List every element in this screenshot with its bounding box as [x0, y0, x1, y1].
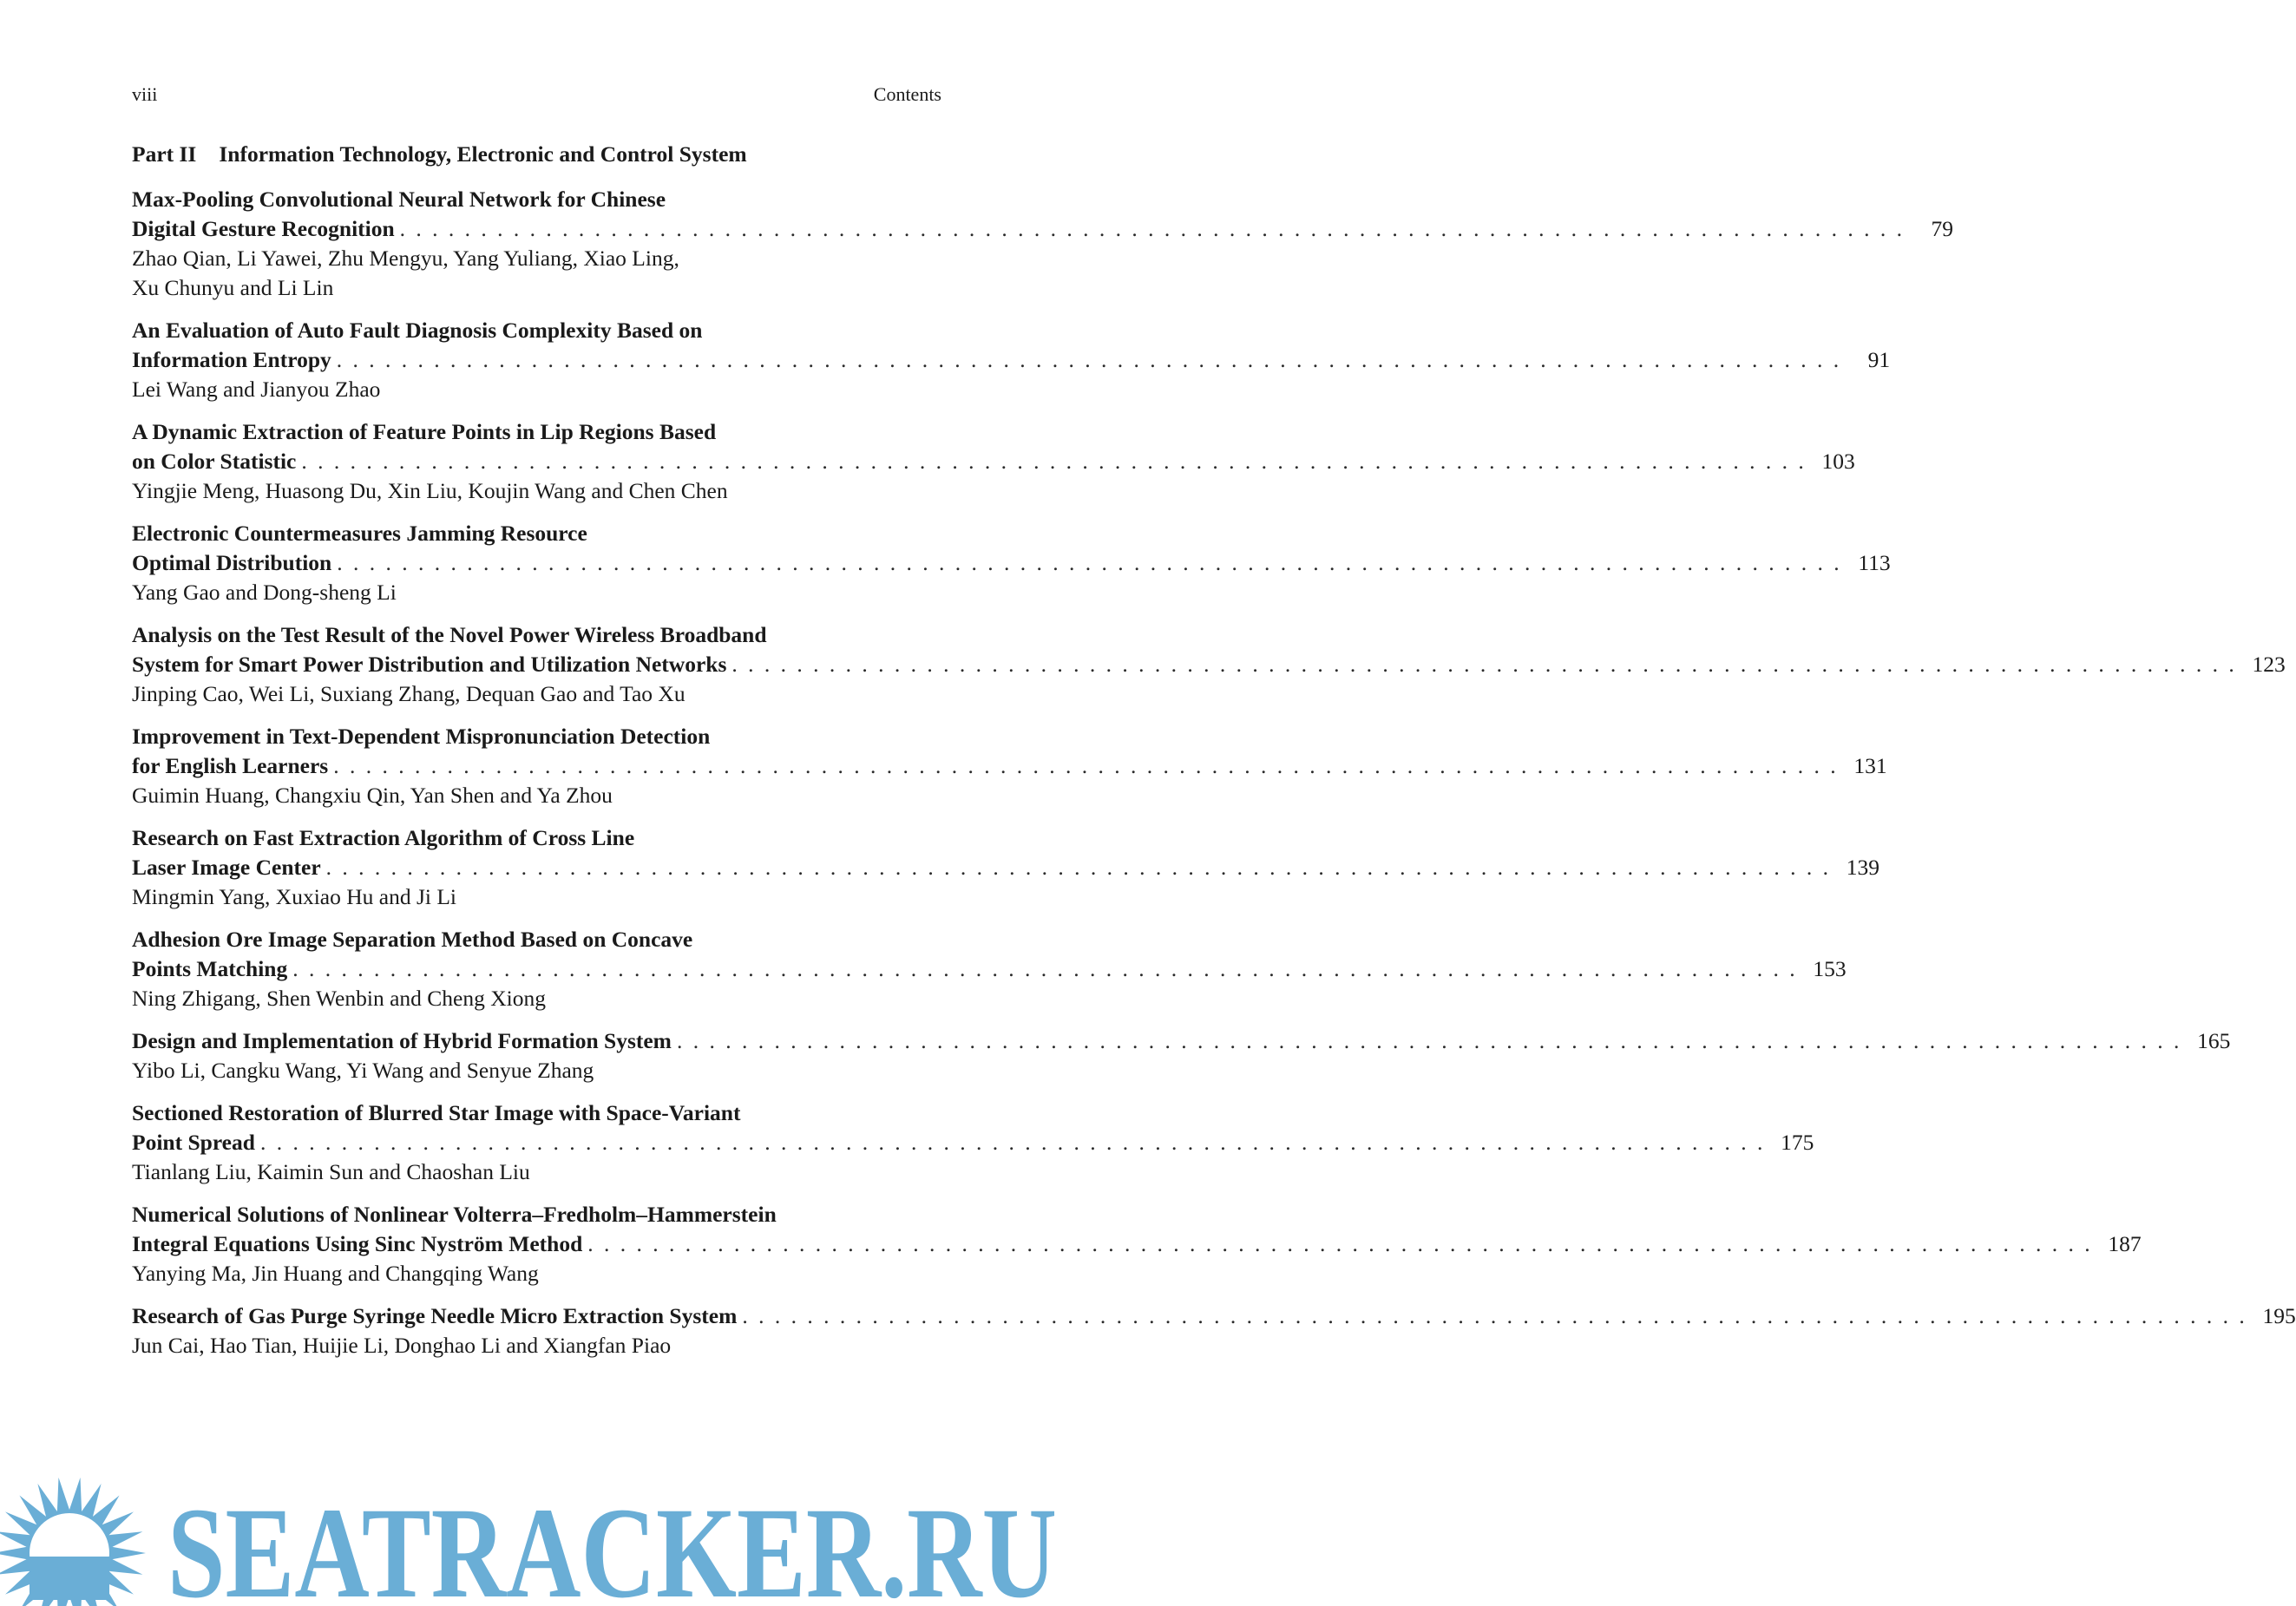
entry-authors: Yanying Ma, Jin Huang and Changqing Wang: [132, 1261, 539, 1286]
entry-title-line: Research on Fast Extraction Algorithm of Cross Line: [132, 825, 635, 850]
dot-leader: [677, 1026, 2181, 1056]
dot-leader: [326, 853, 1831, 882]
entry-page-number: 91: [1867, 347, 1891, 372]
dot-leader: [301, 447, 1806, 476]
entry-title-row: [132, 1128, 1814, 1157]
entry-authors: Yibo Li, Cangku Wang, Yi Wang and Senyue Zhang: [132, 1058, 594, 1083]
entry-page-number: 153: [1813, 956, 1847, 981]
entry-title-row: [132, 751, 1887, 781]
entry-title-row: [132, 548, 1891, 578]
dot-leader: [400, 214, 1905, 244]
entry-authors: Yingjie Meng, Huasong Du, Xin Liu, Koujin Wang and Chen Chen: [132, 478, 728, 503]
toc-entry[interactable]: [132, 185, 1954, 303]
entry-page-number: 79: [1931, 216, 1954, 241]
entry-authors: Ning Zhigang, Shen Wenbin and Cheng Xiong: [132, 986, 546, 1011]
entry-page-number: 113: [1858, 550, 1891, 575]
toc-entry[interactable]: [132, 1301, 2296, 1360]
toc-entry[interactable]: [132, 417, 1855, 506]
part-title: Information Technology, Electronic and Control System: [219, 141, 747, 167]
entry-title-line: Optimal Distribution: [132, 550, 332, 575]
entry-page-number: 187: [2108, 1231, 2142, 1256]
entry-title-line: System for Smart Power Distribution and Utilization Networks: [132, 652, 727, 677]
dot-leader: [337, 548, 1841, 578]
entry-title-line: Max-Pooling Convolutional Neural Network for Chinese: [132, 187, 666, 212]
dot-leader: [260, 1128, 1765, 1157]
entry-title-line: Information Entropy: [132, 347, 331, 372]
toc-entry[interactable]: [132, 519, 1891, 607]
entry-title-line: Electronic Countermeasures Jamming Resource: [132, 521, 587, 546]
toc-entry[interactable]: [132, 722, 1887, 810]
toc-entries: [132, 185, 2296, 1373]
entry-title-line: Improvement in Text-Dependent Mispronunciation Detection: [132, 724, 711, 749]
toc-entry[interactable]: [132, 823, 1880, 912]
entry-title-row: [132, 214, 1954, 244]
dot-leader: [587, 1229, 2092, 1259]
entry-title-line: Integral Equations Using Sinc Nyström Method: [132, 1231, 583, 1256]
entry-authors: Lei Wang and Jianyou Zhao: [132, 377, 381, 402]
entry-title-line: Laser Image Center: [132, 855, 321, 880]
entry-authors: Tianlang Liu, Kaimin Sun and Chaoshan Liu: [132, 1159, 530, 1184]
toc-entry[interactable]: [132, 1200, 2142, 1288]
watermark: [0, 1475, 1059, 1606]
entry-page-number: 195: [2262, 1303, 2296, 1328]
entry-title-line: Numerical Solutions of Nonlinear Volterra–Fredholm–Hammerstein: [132, 1202, 777, 1227]
entry-title-line: Points Matching: [132, 956, 288, 981]
page-header: [132, 83, 941, 106]
entry-title-line: An Evaluation of Auto Fault Diagnosis Complexity Based on: [132, 318, 703, 343]
entry-title-line: for English Learners: [132, 753, 329, 778]
entry-title-row: [132, 650, 2286, 679]
entry-title-row: [132, 447, 1855, 476]
entry-title-line: Design and Implementation of Hybrid Formation System: [132, 1028, 672, 1053]
dot-leader: [742, 1301, 2247, 1331]
entry-page-number: 165: [2197, 1028, 2231, 1053]
entry-title-row: [132, 1301, 2296, 1331]
entry-authors: Mingmin Yang, Xuxiao Hu and Ji Li: [132, 884, 457, 909]
dot-leader: [337, 345, 1841, 375]
entry-page-number: 103: [1821, 449, 1855, 474]
sun-burst-icon: [0, 1478, 146, 1606]
dot-leader: [731, 650, 2236, 679]
watermark-text: SEATRACKER.RU: [167, 1481, 1057, 1606]
entry-title-line: Research of Gas Purge Syringe Needle Micro Extraction System: [132, 1303, 738, 1328]
entry-authors: Jinping Cao, Wei Li, Suxiang Zhang, Dequan Gao and Tao Xu: [132, 681, 686, 706]
toc-entry[interactable]: [132, 620, 2286, 709]
toc-entry[interactable]: [132, 316, 1891, 404]
entry-page-number: 123: [2252, 652, 2286, 677]
toc-entry[interactable]: [132, 1098, 1814, 1187]
entry-title-line: on Color Statistic: [132, 449, 297, 474]
entry-page-number: 131: [1853, 753, 1887, 778]
running-title: Contents: [873, 83, 941, 105]
part-label: Part II: [132, 141, 197, 167]
entry-authors: Yang Gao and Dong-sheng Li: [132, 580, 397, 605]
entry-title-line: Adhesion Ore Image Separation Method Based on Concave: [132, 927, 693, 952]
dot-leader: [292, 954, 1797, 984]
entry-title-row: [132, 345, 1891, 375]
toc-entry[interactable]: [132, 1026, 2231, 1085]
entry-title-row: [132, 853, 1880, 882]
entry-title-line: Digital Gesture Recognition: [132, 216, 395, 241]
page-number: viii: [132, 83, 158, 105]
entry-authors: Jun Cai, Hao Tian, Huijie Li, Donghao Li and Xiangfan Piao: [132, 1333, 672, 1358]
part-heading: [132, 141, 747, 167]
entry-title-row: [132, 954, 1847, 984]
entry-title-line: A Dynamic Extraction of Feature Points in Lip Regions Based: [132, 419, 717, 444]
entry-title-row: [132, 1026, 2231, 1056]
entry-page-number: 175: [1781, 1130, 1814, 1155]
dot-leader: [333, 751, 1838, 781]
entry-authors: Zhao Qian, Li Yawei, Zhu Mengyu, Yang Yuliang, Xiao Ling,: [132, 246, 679, 271]
entry-title-line: Sectioned Restoration of Blurred Star Image with Space-Variant: [132, 1100, 741, 1125]
entry-title-line: Point Spread: [132, 1130, 255, 1155]
entry-page-number: 139: [1846, 855, 1880, 880]
entry-title-row: [132, 1229, 2142, 1259]
toc-entry[interactable]: [132, 925, 1847, 1013]
entry-authors: Guimin Huang, Changxiu Qin, Yan Shen and Ya Zhou: [132, 783, 613, 808]
entry-authors: Xu Chunyu and Li Lin: [132, 275, 334, 300]
entry-title-line: Analysis on the Test Result of the Novel Power Wireless Broadband: [132, 622, 767, 647]
